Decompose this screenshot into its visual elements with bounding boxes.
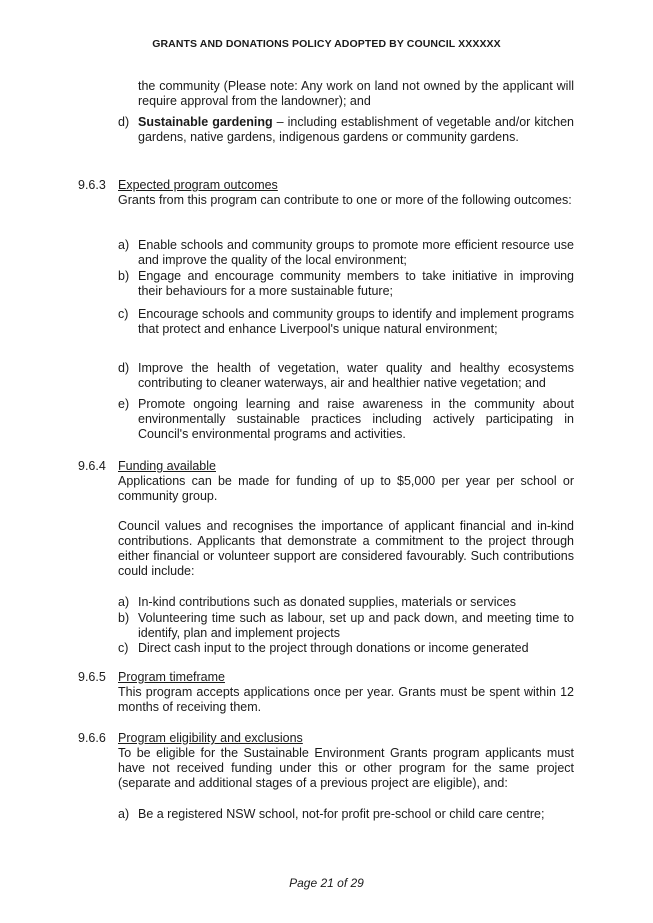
paragraph: Council values and recognises the importance of applicant financial and in-kind contributions. Applicants that demonstrate a commitment to the project through either financial or volunteer support are considered favourably. Such contributions could include: [118,519,574,578]
list-marker: b) [118,611,130,625]
paragraph: Applications can be made for funding of up to $5,000 per year per school or community group. [118,474,574,503]
list-item [118,595,574,610]
list-item-text: Enable schools and community groups to promote more efficient resource use and improve the quality of the local environment; [138,238,574,267]
section-number: 9.6.3 [78,178,106,192]
list-marker: a) [118,807,130,821]
section-title: Program eligibility and exclusions [118,731,303,745]
list-marker: b) [118,269,130,283]
list-marker: d) [118,361,130,375]
section-number: 9.6.4 [78,459,106,473]
list-item [118,641,574,656]
list-item [118,307,574,337]
section-lead: Grants from this program can contribute to one or more of the following outcomes: [118,193,572,207]
paragraph: To be eligible for the Sustainable Environment Grants program applicants must have not received funding under this or other program for the same project (separate and additional stages of a previous project are eligible), and: [118,746,574,790]
list-item-text: Promote ongoing learning and raise awareness in the community about environmentally sustainable practices including actively participating in Council's environmental programs and activities. [138,397,574,441]
list-item [118,361,574,391]
section-title: Funding available [118,459,216,473]
list-item-text: Improve the health of vegetation, water quality and healthy ecosystems contributing to cleaner waterways, air and healthier native vegetation; and [138,361,574,390]
list-marker: a) [118,238,130,252]
section-number: 9.6.6 [78,731,106,745]
list-item-text: Encourage schools and community groups to identify and implement programs that protect and enhance Liverpool's unique natural environment; [138,307,574,336]
list-item-continuation: the community (Please note: Any work on land not owned by the applicant will require approval from the landowner); and [138,79,574,108]
list-marker: a) [118,595,130,609]
list-marker: c) [118,307,129,321]
paragraph: This program accepts applications once per year. Grants must be spent within 12 months of receiving them. [118,685,574,714]
list-item [118,807,574,822]
list-item-sustainable-gardening [118,115,574,145]
list-item-text: In-kind contributions such as donated supplies, materials or services [138,595,516,609]
section-title: Expected program outcomes [118,178,278,192]
list-item-heading: Sustainable gardening [138,115,273,129]
list-marker: e) [118,397,130,411]
list-item [118,611,574,641]
section-title: Program timeframe [118,670,225,684]
page-header: GRANTS AND DONATIONS POLICY ADOPTED BY COUNCIL XXXXXX [152,38,501,50]
list-marker: d) [118,115,130,129]
section-number: 9.6.5 [78,670,106,684]
list-item [118,238,574,268]
list-item-text: Volunteering time such as labour, set up and pack down, and meeting time to identify, plan and implement projects [138,611,574,640]
list-item-text: Engage and encourage community members to take initiative in improving their behaviours for a more sustainable future; [138,269,574,298]
list-item-text: Direct cash input to the project through donations or income generated [138,641,529,655]
page-number: Page 21 of 29 [289,876,364,890]
list-item [118,397,574,442]
list-item-text: – including establishment of vegetable and/or kitchen gardens, native gardens, indigenous gardens or community gardens. [138,115,574,144]
list-marker: c) [118,641,129,655]
list-item [118,269,574,299]
list-item-text: Be a registered NSW school, not-for profit pre-school or child care centre; [138,807,545,821]
